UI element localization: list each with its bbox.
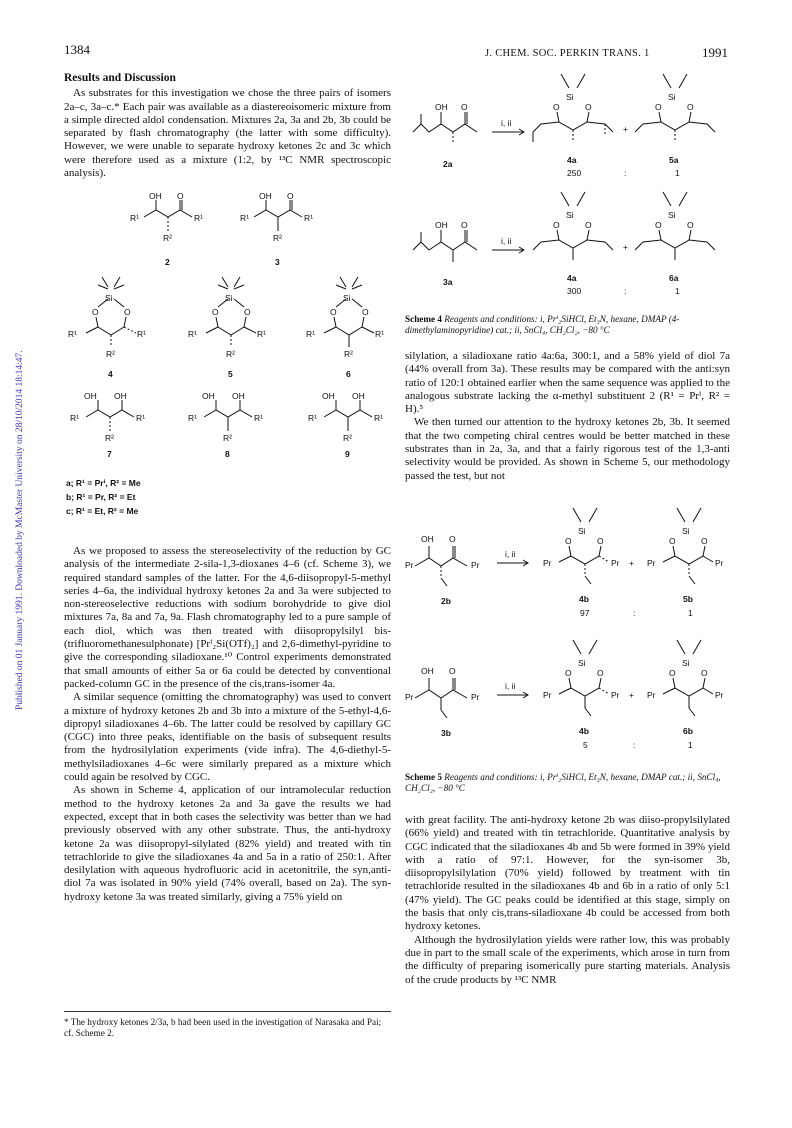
svg-text:O: O (461, 220, 468, 230)
svg-text:OH: OH (322, 391, 335, 401)
svg-text:R²: R² (105, 433, 114, 443)
svg-text:O: O (330, 307, 337, 317)
svg-text:6b: 6b (683, 726, 693, 736)
scheme-4-row-1 (413, 74, 715, 178)
svg-text:O: O (287, 191, 294, 201)
svg-text:R²: R² (273, 233, 282, 243)
svg-text:4a: 4a (567, 273, 577, 283)
svg-text:Pr: Pr (471, 692, 480, 702)
svg-text:OH: OH (435, 220, 448, 230)
paragraph: As we proposed to assess the stereoselectivity of the reduction by GC analysis of the intermediate 2-sila-1,3-dioxanes 4–6 (cf. Scheme 3), we required standard samples of the latter. For the 4,6-diisopropyl-5-methyl series 4–6a, the individual hydroxy ketones 2a and 3a were subjected to non-stereoselective reductions with sodium borohydride to give diol mixtures 7a, 8a and 7a, 9a. Flash chromatography led to a pure sample of each diol, which was then treated with diisopropylsilyl bis-(trifluoromethanesulphonate) [Prⁱ₂Si(OTf)₂] and 2,6-dimethyl-pyridine to give the corresponding siladioxane.¹⁰ Control experiments demonstrated that small amounts of either 5a or 6a could be detected by conventional packed-column GC in the presence of the cis,trans-isomer 4a. (64, 545, 391, 690)
svg-text:O: O (655, 220, 662, 230)
svg-text:Pr: Pr (715, 690, 724, 700)
svg-text:R²: R² (163, 233, 172, 243)
svg-text:Si: Si (668, 92, 676, 102)
svg-text:R¹: R¹ (188, 413, 197, 423)
svg-text:Si: Si (225, 293, 233, 303)
svg-text:3b: 3b (441, 728, 451, 738)
svg-text:300: 300 (567, 286, 582, 296)
svg-text:Si: Si (566, 92, 574, 102)
caption-label: Scheme 5 (405, 772, 442, 782)
svg-text:Pr: Pr (647, 558, 656, 568)
svg-text::: : (624, 286, 627, 296)
svg-text::: : (633, 608, 636, 618)
caption-text: Reagents and conditions: i, Prⁱ₂SiHCl, Et₃N, hexane, DMAP cat.; ii, SnCl₄, CH₂Cl₂, −80 °C (405, 772, 721, 793)
svg-text:R¹: R¹ (240, 213, 249, 223)
svg-text:1: 1 (688, 740, 693, 750)
download-notice: Published on 01 January 1991. Downloaded by McMaster University on 28/10/2014 18:14:47. (15, 350, 25, 710)
scheme-4-row-2 (413, 192, 715, 296)
svg-text:R¹: R¹ (137, 329, 146, 339)
svg-text:O: O (565, 668, 572, 678)
svg-text:4: 4 (108, 369, 113, 379)
right-column-bottom (405, 814, 730, 987)
svg-text:O: O (553, 102, 560, 112)
scheme-5-row-1 (405, 508, 724, 618)
svg-text:R¹: R¹ (304, 213, 313, 223)
svg-text:Pr: Pr (405, 692, 414, 702)
paragraph: with great facility. The anti-hydroxy ketone 2b was diiso-propylsilylated (66% yield) and treated with tin tetrachloride. Quantitative analysis by CGC indicated that the siladioxanes 4b and 5b were formed in 39% yield with a ratio of 97:1. However, for the syn-isomer 3b, diisopropylsilylation (70% yield) followed by treatment with tin tetrachloride resulted in the siladioxanes 4b and 6b in a ratio of only 5:1 (47% yield). The GC peaks could be identified at this stage, simply on the basis that only cis,trans-siladioxane 4b could be accessed from both hydroxy ketones. (405, 814, 730, 933)
svg-text:a; R¹ = Prⁱ, R² = Me: a; R¹ = Prⁱ, R² = Me (66, 478, 141, 488)
svg-text:O: O (669, 668, 676, 678)
svg-text:6a: 6a (669, 273, 679, 283)
svg-text:i, ii: i, ii (501, 118, 512, 128)
compound-label: 2 (165, 257, 170, 267)
svg-text:b; R¹ = Pr, R² = Et: b; R¹ = Pr, R² = Et (66, 492, 136, 502)
scheme-4-figure (405, 70, 730, 310)
svg-text:OH: OH (421, 666, 434, 676)
svg-text:O: O (669, 536, 676, 546)
svg-text:OH: OH (421, 534, 434, 544)
svg-text:Si: Si (105, 293, 113, 303)
substituent-legend (66, 478, 141, 516)
svg-text:O: O (597, 536, 604, 546)
svg-text:i, ii: i, ii (505, 681, 516, 691)
svg-text:1: 1 (675, 286, 680, 296)
svg-text:O: O (92, 307, 99, 317)
svg-text:4a: 4a (567, 155, 577, 165)
svg-text:Si: Si (578, 526, 586, 536)
footnote: * The hydroxy ketones 2/3a, b had been used in the investigation of Narasaka and Pai; cf. Scheme 2. (64, 1017, 382, 1038)
svg-text:OH: OH (259, 191, 272, 201)
svg-text:Pr: Pr (647, 690, 656, 700)
svg-text:R²: R² (226, 349, 235, 359)
svg-text:R¹: R¹ (194, 213, 203, 223)
section-title: Results and Discussion (64, 72, 176, 84)
structure-9 (308, 391, 383, 459)
paragraph: silylation, a siladioxane ratio 4a:6a, 300:1, and a 58% yield of diol 7a (44% overall from 3a). These results may be compared with the anti:syn ratio of 120:1 obtained earlier when the same sequence was applied to the analogous substrate lacking the α-methyl substituent 2 (R¹ = Prⁱ, R² = H).⁵ (405, 350, 730, 416)
svg-text:1: 1 (688, 608, 693, 618)
svg-text:R¹: R¹ (68, 329, 77, 339)
svg-text:O: O (362, 307, 369, 317)
svg-text:O: O (177, 191, 184, 201)
svg-text:OH: OH (84, 391, 97, 401)
svg-text:i, ii: i, ii (505, 549, 516, 559)
svg-text:R²: R² (223, 433, 232, 443)
svg-text:OH: OH (232, 391, 245, 401)
svg-text:OH: OH (114, 391, 127, 401)
structures-figure (64, 191, 391, 540)
svg-text:R¹: R¹ (136, 413, 145, 423)
svg-text:O: O (585, 220, 592, 230)
paragraph: Although the hydrosilylation yields were rather low, this was probably due in part to the small scale of the experiments, which arose in turn from the difficulty of preparing isomerically pure starting materials. Analysis of the crude products by ¹³C NMR (405, 933, 730, 986)
svg-text:Si: Si (682, 658, 690, 668)
structure-6 (306, 277, 384, 379)
structure-8 (188, 391, 263, 459)
svg-text:R¹: R¹ (306, 329, 315, 339)
svg-text:9: 9 (345, 449, 350, 459)
left-column-top (64, 72, 391, 180)
svg-text:Si: Si (578, 658, 586, 668)
paragraph: We then turned our attention to the hydroxy ketones 2b, 3b. It seemed that the two competing chiral centres would be better matched in these substrates than in 2a, 3a, and that a fairly rigorous test of the 1,3-anti selectivity would be provided. As shown in Scheme 5, our methodology passed the test, but not (405, 416, 730, 482)
svg-text::: : (633, 740, 636, 750)
paragraph: As shown in Scheme 4, application of our intramolecular reduction method to the hydroxy ketones 2a and 3a gave the results we had expected, except that in both cases the selectivity was better than we had previously observed with any other substrate. Thus, the anti-hydroxy ketone 2a was diisopropyl-silylated (82% yield) and treated with tin tetrachloride to give the siladioxanes 4a and 5a in a ratio of 250:1. After desilylation with aqueous hydrofluoric acid in acetonitrile, the syn,anti-diol 7a was isolated in 90% yield (74% overall, based on 2a). The syn-hydroxy ketone 3a was treated similarly, giving a 75% yield on (64, 784, 391, 903)
svg-text:R²: R² (343, 433, 352, 443)
svg-text:O: O (449, 534, 456, 544)
svg-text:Pr: Pr (611, 558, 620, 568)
svg-text:Pr: Pr (543, 558, 552, 568)
svg-text:4b: 4b (579, 594, 589, 604)
structure-4 (68, 277, 146, 379)
svg-text:R²: R² (344, 349, 353, 359)
svg-text:i, ii: i, ii (501, 236, 512, 246)
svg-text:250: 250 (567, 168, 582, 178)
svg-text:O: O (687, 102, 694, 112)
svg-text:O: O (449, 666, 456, 676)
svg-text:c; R¹ = Et, R² = Me: c; R¹ = Et, R² = Me (66, 506, 139, 516)
svg-text:O: O (244, 307, 251, 317)
svg-text:8: 8 (225, 449, 230, 459)
svg-text:O: O (212, 307, 219, 317)
svg-text:R¹: R¹ (257, 329, 266, 339)
svg-text:O: O (585, 102, 592, 112)
svg-text:R¹: R¹ (374, 413, 383, 423)
svg-text:Si: Si (343, 293, 351, 303)
structure-3 (240, 191, 313, 267)
oh-label: OH (149, 191, 162, 201)
svg-text:R¹: R¹ (375, 329, 384, 339)
svg-text:Pr: Pr (471, 560, 480, 570)
svg-text:5: 5 (228, 369, 233, 379)
svg-text:5b: 5b (683, 594, 693, 604)
structure-5 (188, 277, 266, 379)
svg-text:6: 6 (346, 369, 351, 379)
svg-text:+: + (623, 124, 628, 134)
svg-text:2a: 2a (443, 159, 453, 169)
svg-text:R¹: R¹ (130, 213, 139, 223)
scheme-5-figure (405, 498, 730, 768)
journal-name: J. CHEM. SOC. PERKIN TRANS. 1 (485, 48, 650, 59)
page-number: 1384 (64, 42, 90, 57)
svg-text:Pr: Pr (611, 690, 620, 700)
svg-text:R¹: R¹ (188, 329, 197, 339)
svg-text:+: + (629, 690, 634, 700)
svg-text:R¹: R¹ (308, 413, 317, 423)
scheme-5-caption (405, 772, 730, 794)
svg-text:O: O (461, 102, 468, 112)
svg-text:R¹: R¹ (70, 413, 79, 423)
svg-text:97: 97 (580, 608, 590, 618)
caption-text: Reagents and conditions: i, Prⁱ₂SiHCl, Et₃N, hexane, DMAP (4-dimethylaminopyridine) cat.; ii, SnCl₄, CH₂Cl₂, −80 °C (405, 314, 680, 335)
svg-text:O: O (565, 536, 572, 546)
svg-text:Pr: Pr (715, 558, 724, 568)
journal-year: 1991 (702, 45, 728, 60)
svg-text:+: + (623, 242, 628, 252)
svg-text::: : (624, 168, 627, 178)
svg-text:5: 5 (583, 740, 588, 750)
structure-2 (130, 191, 203, 267)
svg-text:O: O (124, 307, 131, 317)
svg-text:1: 1 (675, 168, 680, 178)
svg-text:O: O (655, 102, 662, 112)
svg-text:O: O (701, 536, 708, 546)
paragraph: A similar sequence (omitting the chromatography) was used to convert a mixture of hydroxy ketones 2b and 3b into a mixture of the 5-ethyl-4,6-dipropyl siladioxanes 4–6b. The latter could be resolved by capillary GC (CGC) into three peaks, identifiable on the basis of subsequent results from the hydrosilylation experiments (vide infra). The 4,6-diethyl-5-methylsiladioxanes 4–6c were similarly prepared as a mixture which could again be resolved by CGC. (64, 691, 391, 784)
svg-text:OH: OH (202, 391, 215, 401)
svg-text:O: O (701, 668, 708, 678)
svg-text:OH: OH (435, 102, 448, 112)
structure-7 (70, 391, 145, 459)
svg-text:O: O (553, 220, 560, 230)
svg-text:Si: Si (566, 210, 574, 220)
svg-text:4b: 4b (579, 726, 589, 736)
svg-text:OH: OH (352, 391, 365, 401)
svg-text:Pr: Pr (543, 690, 552, 700)
svg-text:O: O (687, 220, 694, 230)
svg-text:3: 3 (275, 257, 280, 267)
svg-text:Pr: Pr (405, 560, 414, 570)
svg-text:+: + (629, 558, 634, 568)
right-column-top (405, 350, 730, 483)
svg-text:5a: 5a (669, 155, 679, 165)
svg-text:2b: 2b (441, 596, 451, 606)
left-column-bottom (64, 545, 391, 904)
scheme-5-row-2 (405, 640, 724, 750)
svg-text:R²: R² (106, 349, 115, 359)
svg-text:R¹: R¹ (254, 413, 263, 423)
svg-text:Si: Si (682, 526, 690, 536)
scheme-4-caption (405, 314, 730, 336)
svg-text:Si: Si (668, 210, 676, 220)
svg-text:7: 7 (107, 449, 112, 459)
caption-label: Scheme 4 (405, 314, 442, 324)
svg-text:3a: 3a (443, 277, 453, 287)
paragraph: As substrates for this investigation we chose the three pairs of isomers 2a–c, 3a–c.* Each pair was available as a diastereoisomeric mixture from a simple directed aldol condensation. Mixtures 2a, 3a and 2b, 3b could be separated by flash chromatography (the latter with some difficulty). However, we were unable to separate hydroxy ketones 2c and 3c which were therefore used as a mixture (1:2, by ¹³C NMR spectroscopic analysis). (64, 87, 391, 180)
svg-text:O: O (597, 668, 604, 678)
footnote-rule (64, 1011, 391, 1012)
